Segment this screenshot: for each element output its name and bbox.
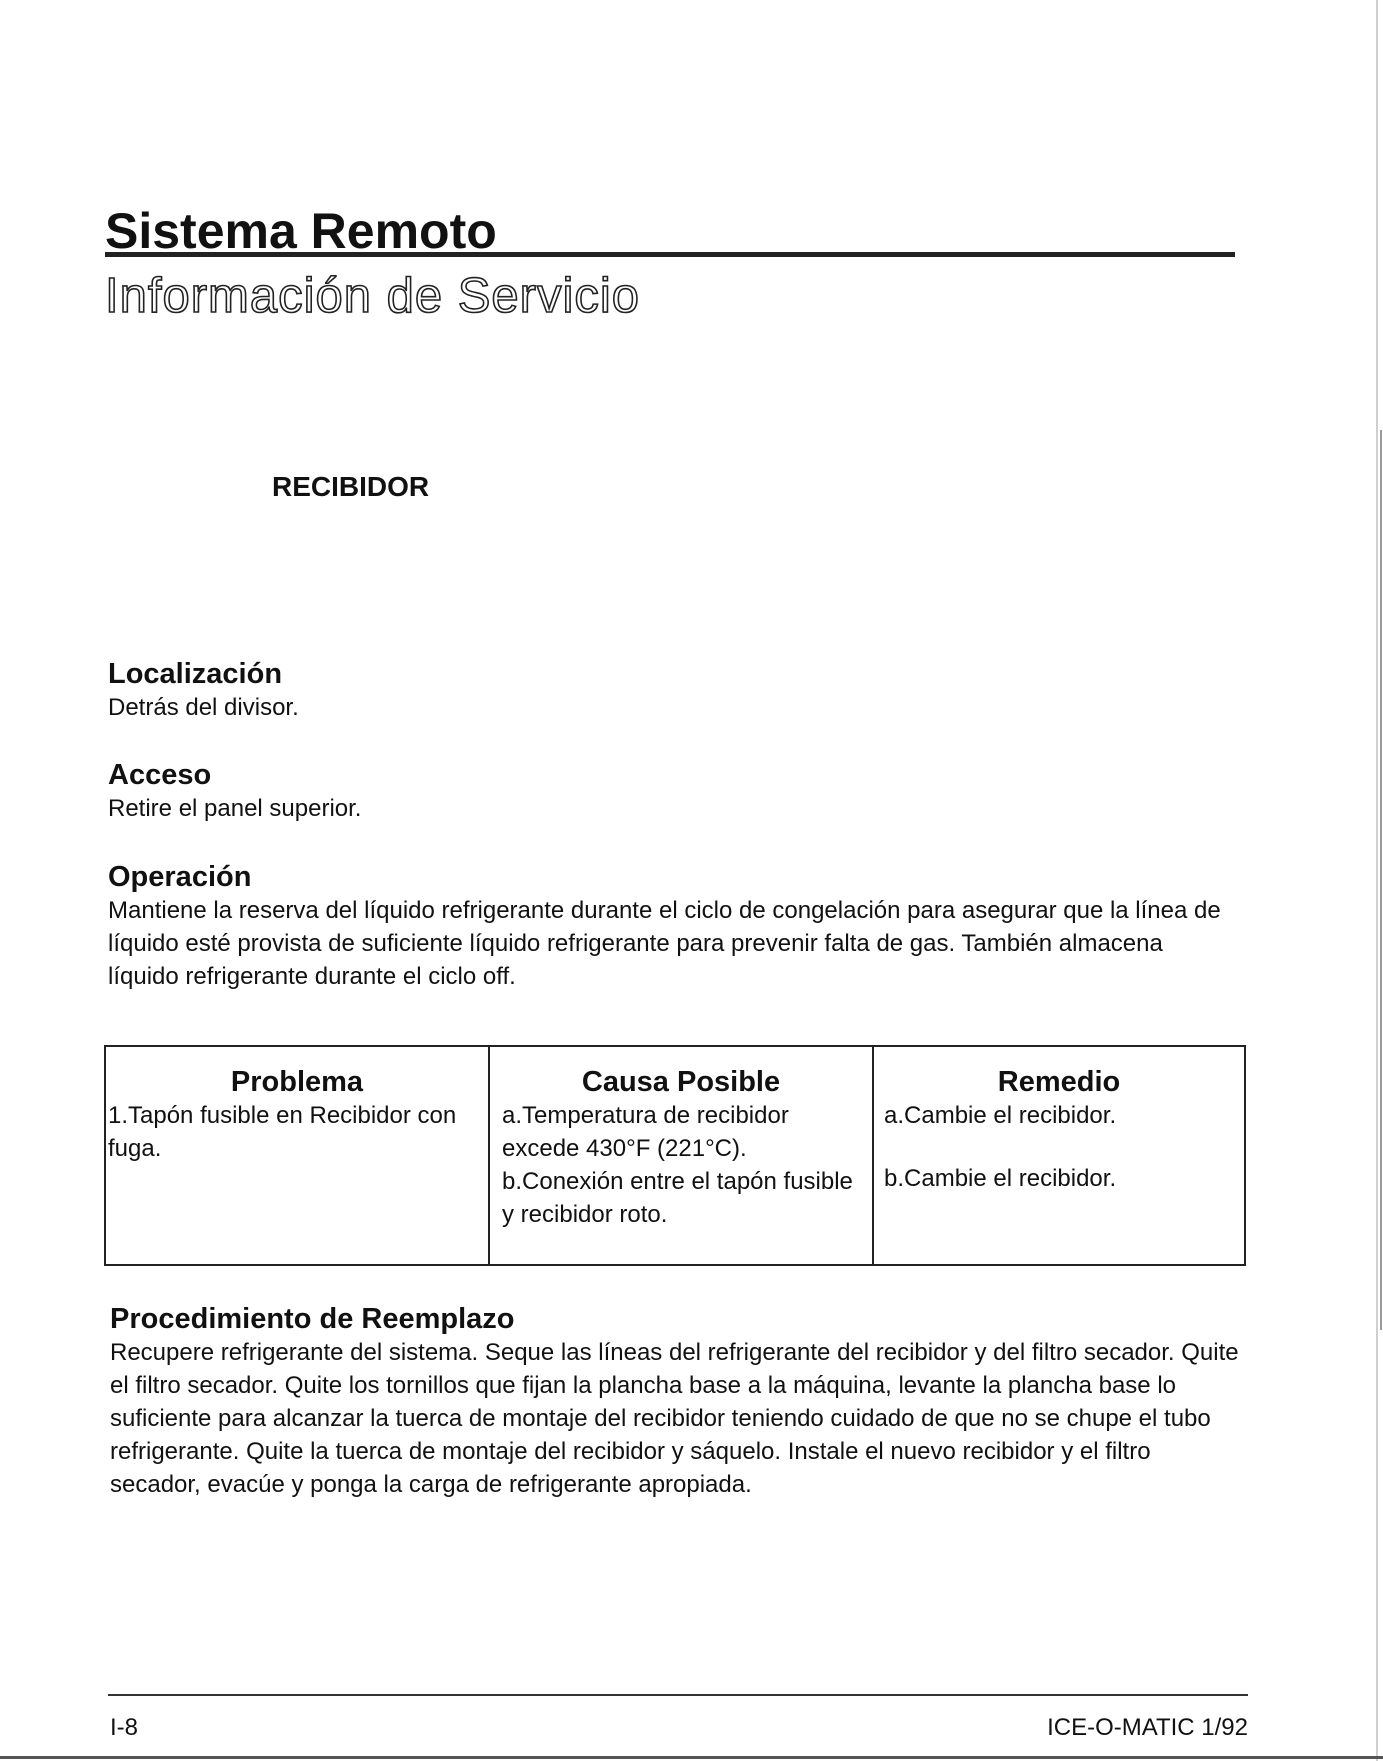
page-number: I-8: [110, 1714, 139, 1741]
table-cell: b.Cambie el recibidor.: [884, 1165, 1117, 1192]
table-header: Problema: [230, 1066, 364, 1098]
section-operacion: [108, 860, 1238, 993]
footer-rule: [108, 1694, 1248, 1696]
section-heading: Procedimiento de Reemplazo: [110, 1303, 515, 1335]
scan-edge: [1376, 0, 1378, 1761]
section-text: Detrás del divisor.: [108, 694, 299, 721]
table-cell: b.Conexión entre el tapón fusible y recibidor roto.: [502, 1168, 853, 1228]
troubleshooting-table: [104, 1045, 1246, 1266]
table-column-causa: [488, 1047, 872, 1264]
section-procedimiento: [110, 1302, 1240, 1501]
component-heading: RECIBIDOR: [272, 471, 430, 502]
scan-edge-shadow: [1380, 430, 1382, 1330]
table-cell: a.Temperatura de recibidor excede 430°F (221°C).: [502, 1102, 789, 1162]
section-text: Retire el panel superior.: [108, 795, 362, 822]
section-acceso: [108, 758, 1238, 825]
table-column-remedio: [872, 1047, 1244, 1264]
section-heading: Operación: [108, 861, 252, 893]
table-header: Causa Posible: [581, 1066, 781, 1098]
page-title: Sistema Remoto: [105, 203, 497, 259]
section-localizacion: [108, 657, 1238, 724]
scan-bottom-edge: [0, 1756, 1383, 1759]
table-column-problema: [106, 1047, 488, 1264]
title-rule: [105, 252, 1235, 257]
section-text: Mantiene la reserva del líquido refrigerante durante el ciclo de congelación para asegurar que la línea de líquido esté provista de suficiente líquido refrigerante para prevenir falta de gas. También almacena líquido refrigerante durante el ciclo off.: [108, 897, 1221, 990]
table-header: Remedio: [997, 1066, 1121, 1098]
table-cell: a.Cambie el recibidor.: [884, 1102, 1117, 1129]
footer-brand-date: ICE-O-MATIC 1/92: [1047, 1714, 1248, 1741]
page-subtitle: Información de Servicio: [105, 269, 641, 323]
section-heading: Acceso: [108, 759, 212, 791]
table-cell: 1.Tapón fusible en Recibidor con fuga.: [108, 1102, 457, 1162]
section-heading: Localización: [108, 658, 283, 690]
section-text: Recupere refrigerante del sistema. Seque las líneas del refrigerante del recibidor y del filtro secador. Quite el filtro secador. Quite los tornillos que fijan la plancha base a la máquina, levante la plancha base lo suficiente para alcanzar la tuerca de montaje del recibidor teniendo cuidado de que no se chupe el tubo refrigerante. Quite la tuerca de montaje del recibidor y sáquelo. Instale el nuevo recibidor y el filtro secador, evacúe y ponga la carga de refrigerante apropiada.: [110, 1339, 1239, 1498]
